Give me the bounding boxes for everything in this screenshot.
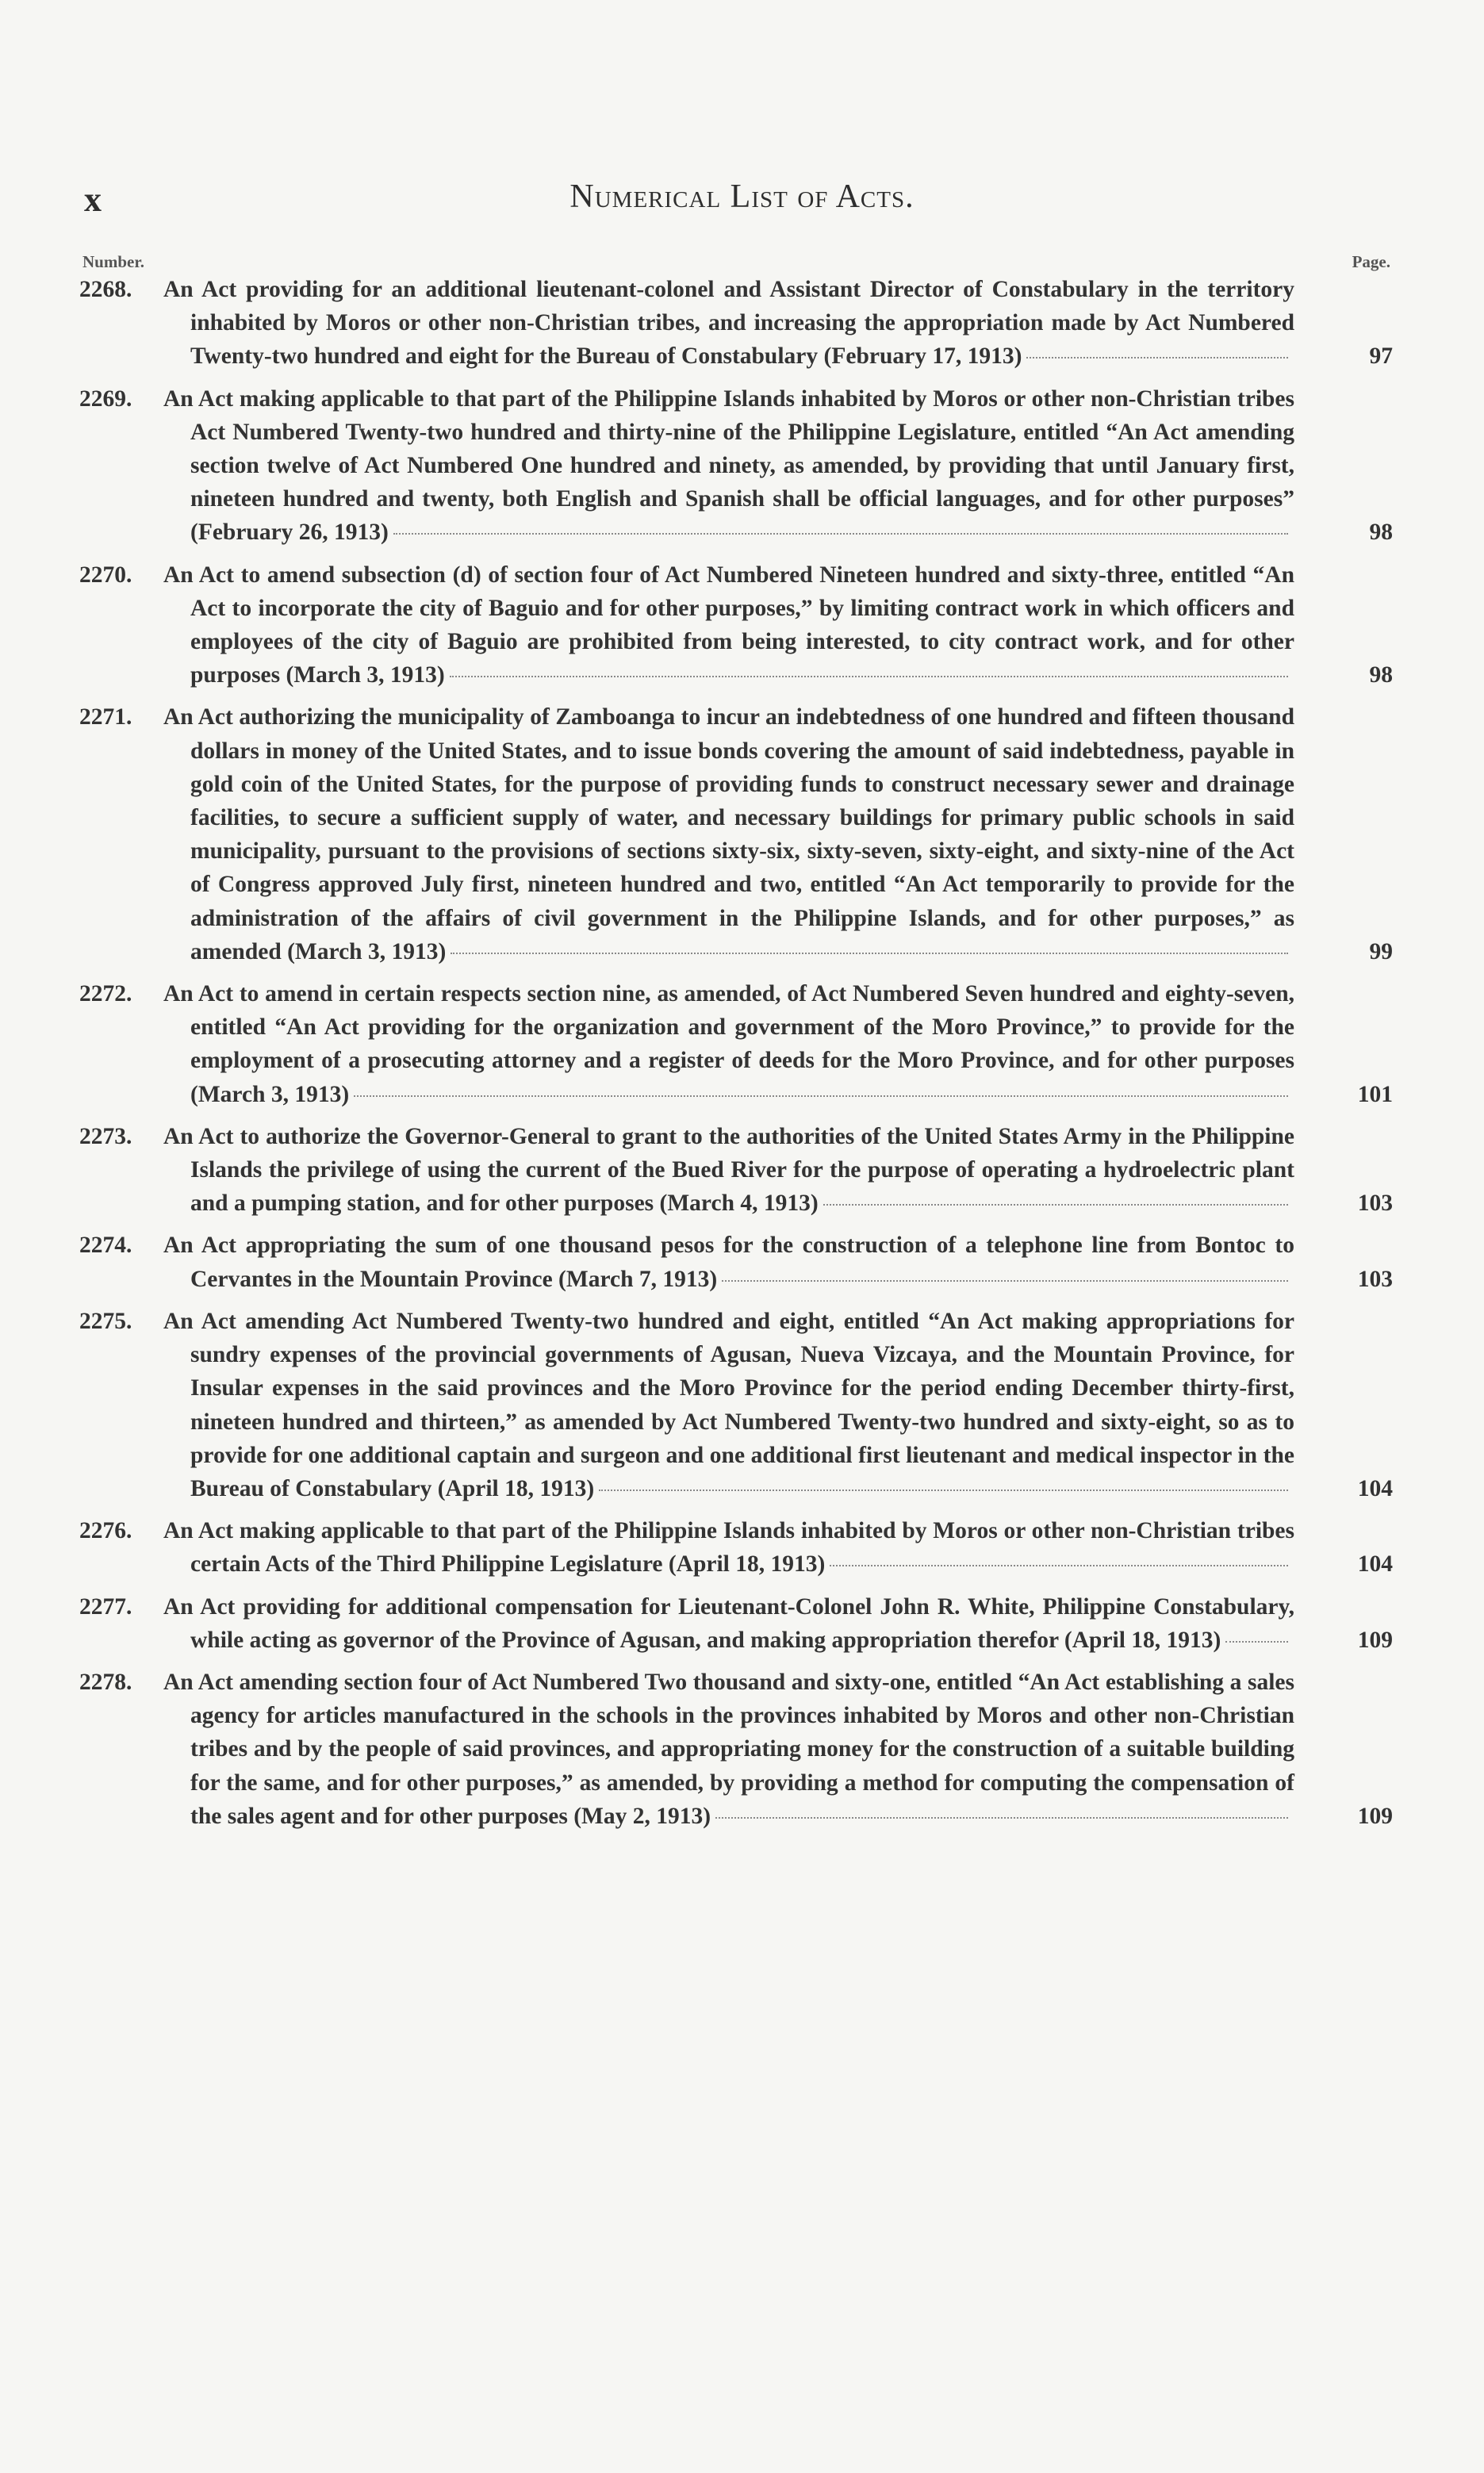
dot-leader	[451, 953, 1288, 954]
act-page: 104	[1357, 1551, 1393, 1578]
act-page: 98	[1369, 520, 1393, 546]
act-entry	[79, 1120, 1393, 1221]
act-number: 2271.	[79, 704, 132, 730]
page-title: Numerical List of Acts.	[569, 178, 915, 215]
dot-leader	[722, 1280, 1288, 1282]
dot-leader	[830, 1565, 1288, 1566]
act-number: 2270.	[79, 562, 132, 588]
act-number: 2278.	[79, 1669, 132, 1695]
dot-leader	[450, 676, 1288, 677]
act-title: An Act providing for an additional lieutenant-colonel and Assistant Director of Constabulary in the territory inhabited by Moros or other non-Christian tribes, and increasing the appropriation made by Act Numbered Twenty-two hundred and eight for the Bureau of Constabulary (February 17, 1913)	[163, 277, 1294, 370]
act-title: An Act to authorize the Governor-General to grant to the authorities of the United States Army in the Philippine Islands the privilege of using the current of the Bued River for the purpose of operating a hydroelectric plant and a pumping station, and for other purposes (March 4, 1913)	[163, 1123, 1294, 1217]
act-title: An Act to amend subsection (d) of section four of Act Numbered Nineteen hundred and sixty-three, entitled “An Act to incorporate the city of Baguio and for other purposes,” by limiting contract work in which officers and employees of the city of Baguio are prohibited from being interested, to city contract work, and for other purposes (March 3, 1913)	[163, 562, 1294, 688]
act-number: 2277.	[79, 1593, 132, 1620]
act-entry	[79, 1514, 1393, 1581]
act-title: An Act amending Act Numbered Twenty-two hundred and eight, entitled “An Act making appropriations for sundry expenses of the provincial governments of Agusan, Nueva Vizcaya, and the Mountain Province, for Insular expenses in the said provinces and the Moro Province for the period ending December thirty-first, nineteen hundred and thirteen,” as amended by Act Numbered Twenty-two hundred and sixty-eight, so as to provide for one additional captain and surgeon and one additional first lieutenant and medical inspector in the Bureau of Constabulary (April 18, 1913)	[163, 1308, 1294, 1501]
act-page: 103	[1357, 1266, 1393, 1292]
dot-leader	[1026, 357, 1288, 358]
act-entry	[79, 1229, 1393, 1295]
act-page: 109	[1357, 1627, 1393, 1653]
act-title: An Act to amend in certain respects section nine, as amended, of Act Numbered Seven hundred and eighty-seven, entitled “An Act providing for the organization and government of the Moro Province,” to provide for the employment of a prosecuting attorney and a register of deeds for the Moro Province, and for other purposes (March 3, 1913)	[163, 981, 1294, 1107]
act-page: 109	[1357, 1803, 1393, 1829]
act-title: An Act authorizing the municipality of Zamboanga to incur an indebtedness of one hundred and fifteen thousand dollars in money of the United States, and to issue bonds covering the amount of said indebtedness, payable in gold coin of the United States, for the purpose of providing funds to construct necessary sewer and drainage facilities, to secure a sufficient supply of water, and necessary buildings for primary public schools in said municipality, pursuant to the provisions of sections sixty-six, sixty-seven, sixty-eight, and sixty-nine of the Act of Congress approved July first, nineteen hundred and two, entitled “An Act temporarily to provide for the administration of the affairs of civil government in the Philippine Islands, and for other purposes,” as amended (March 3, 1913)	[163, 704, 1294, 964]
number-column-label: Number.	[82, 252, 144, 271]
act-number: 2268.	[79, 277, 132, 302]
dot-leader	[715, 1817, 1288, 1819]
act-entry	[79, 1590, 1393, 1657]
dot-leader	[823, 1204, 1288, 1206]
act-page: 103	[1357, 1190, 1393, 1217]
act-title: An Act making applicable to that part of the Philippine Islands inhabited by Moros or other non-Christian tribes Act Numbered Twenty-two hundred and thirty-nine of the Philippine Legislature, entitled “An Act amending section twelve of Act Numbered One hundred and ninety, as amended, by providing that until January first, nineteen hundred and twenty, both English and Spanish shall be official languages, and for other purposes” (February 26, 1913)	[163, 385, 1294, 546]
act-number: 2272.	[79, 981, 132, 1007]
page-folio: x	[84, 180, 102, 219]
act-entry	[79, 1305, 1393, 1505]
act-page: 99	[1369, 938, 1393, 964]
act-entry	[79, 382, 1393, 550]
act-number: 2269.	[79, 385, 132, 412]
dot-leader	[1225, 1641, 1288, 1643]
act-page: 101	[1357, 1081, 1393, 1107]
act-title: An Act appropriating the sum of one thousand pesos for the construction of a telephone line from Bontoc to Cervantes in the Mountain Province (March 7, 1913)	[163, 1233, 1294, 1292]
act-number: 2273.	[79, 1123, 132, 1149]
act-title: An Act providing for additional compensation for Lieutenant-Colonel John R. White, Philippine Constabulary, while acting as governor of the Province of Agusan, and making appropriation therefor (April 18, 1913)	[163, 1593, 1294, 1653]
act-entry	[79, 558, 1393, 692]
act-page: 98	[1369, 662, 1393, 688]
act-entry	[79, 977, 1393, 1111]
act-number: 2275.	[79, 1308, 132, 1334]
act-number: 2276.	[79, 1518, 132, 1544]
act-number: 2274.	[79, 1233, 132, 1259]
act-page: 104	[1357, 1475, 1393, 1501]
act-title: An Act amending section four of Act Numbered Two thousand and sixty-one, entitled “An Act establishing a sales agency for articles manufactured in the schools in the provinces inhabited by Moros and other non-Christian tribes and by the people of said provinces, and appropriating money for the construction of a suitable building for the same, and for other purposes,” as amended, by providing a method for computing the compensation of the sales agent and for other purposes (May 2, 1913)	[163, 1669, 1294, 1829]
act-entry	[79, 1666, 1393, 1833]
act-entry	[79, 273, 1393, 374]
dot-leader	[599, 1490, 1288, 1491]
act-entry	[79, 700, 1393, 968]
act-title: An Act making applicable to that part of the Philippine Islands inhabited by Moros or other non-Christian tribes certain Acts of the Third Philippine Legislature (April 18, 1913)	[163, 1518, 1294, 1578]
dot-leader	[354, 1095, 1288, 1097]
acts-list	[79, 273, 1393, 1842]
dot-leader	[393, 533, 1288, 535]
act-page: 97	[1369, 343, 1393, 370]
page-column-label: Page.	[1352, 252, 1390, 271]
